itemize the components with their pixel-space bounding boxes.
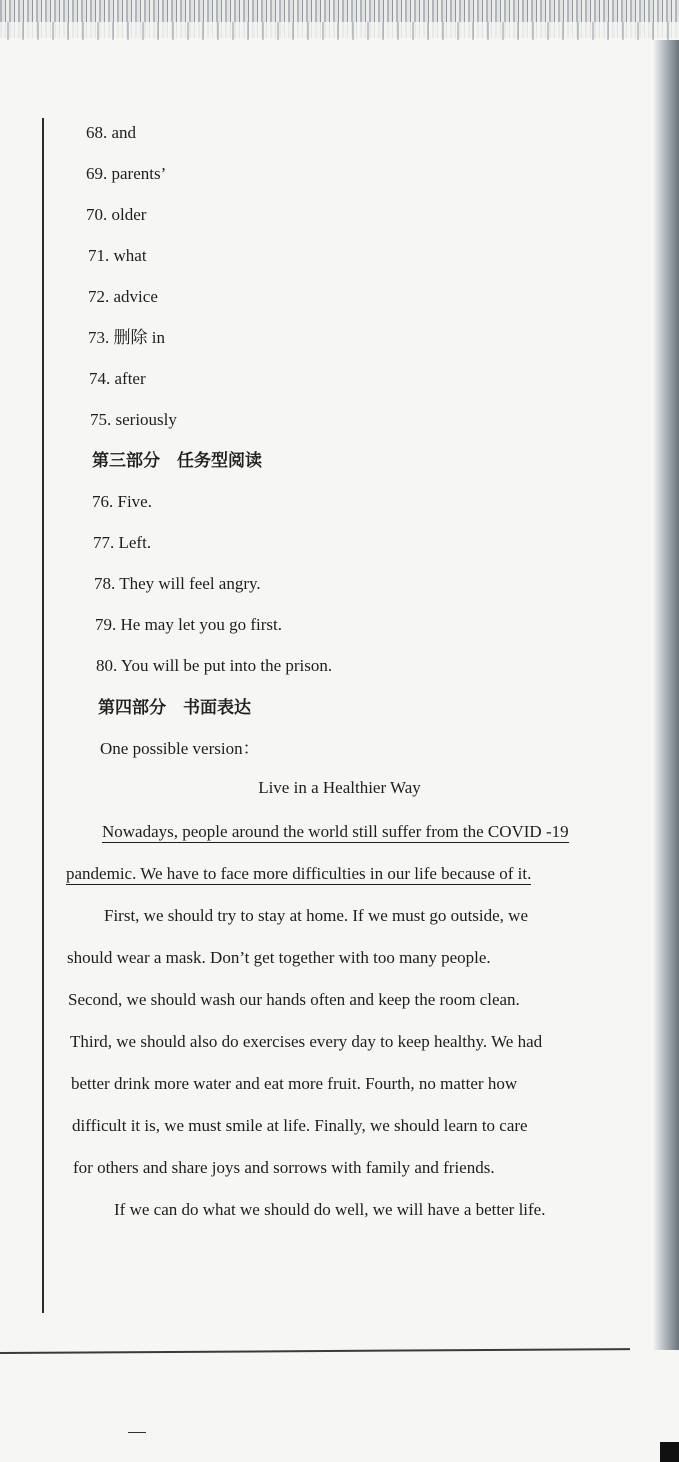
- answer-71: 71. what: [88, 246, 147, 265]
- answer-80: 80. You will be put into the prison.: [96, 656, 333, 675]
- scan-corner-mark: [660, 1442, 679, 1462]
- answer-76: 76. Five.: [92, 492, 152, 511]
- answer-77: 77. Left.: [93, 533, 152, 552]
- essay-line-9: for others and share joys and sorrows with family and friends.: [73, 1158, 495, 1177]
- essay-line-6: Third, we should also do exercises every day to keep healthy. We had: [70, 1032, 543, 1051]
- answer-79: 79. He may let you go first.: [95, 615, 282, 634]
- answer-70: 70. older: [86, 205, 147, 224]
- answer-69: 69. parents’: [86, 164, 167, 183]
- answer-68: 68. and: [86, 123, 137, 142]
- essay-line-7: better drink more water and eat more fruit. Fourth, no matter how: [71, 1074, 518, 1093]
- essay-title: Live in a Healthier Way: [258, 778, 421, 797]
- version-label: One possible version：: [100, 739, 260, 758]
- answer-75: 75. seriously: [90, 410, 177, 429]
- essay-line-2: pandemic. We have to face more difficulties in our life because of it.: [66, 864, 532, 883]
- section-4-heading: 第四部分 书面表达: [98, 698, 251, 718]
- scan-noise-top-band: [0, 22, 679, 40]
- essay-line-5: Second, we should wash our hands often and keep the room clean.: [68, 990, 520, 1009]
- page-edge-shadow: [653, 40, 679, 1350]
- bottom-page-rule: [0, 1348, 630, 1354]
- left-margin-rule: [42, 118, 44, 1313]
- answer-74: 74. after: [89, 369, 146, 388]
- answer-78: 78. They will feel angry.: [94, 574, 261, 593]
- essay-line-10: If we can do what we should do well, we will have a better life.: [114, 1200, 546, 1219]
- section-3-heading: 第三部分 任务型阅读: [92, 451, 262, 471]
- bottom-dash-mark: [128, 1432, 146, 1433]
- answer-73: 73. 删除 in: [88, 328, 165, 347]
- essay-line-8: difficult it is, we must smile at life. Finally, we should learn to care: [72, 1116, 528, 1135]
- essay-line-4: should wear a mask. Don’t get together with too many people.: [67, 948, 491, 967]
- essay-line-1: Nowadays, people around the world still suffer from the COVID -19: [102, 822, 569, 841]
- answer-72: 72. advice: [88, 287, 158, 306]
- essay-line-3: First, we should try to stay at home. If we must go outside, we: [104, 906, 529, 925]
